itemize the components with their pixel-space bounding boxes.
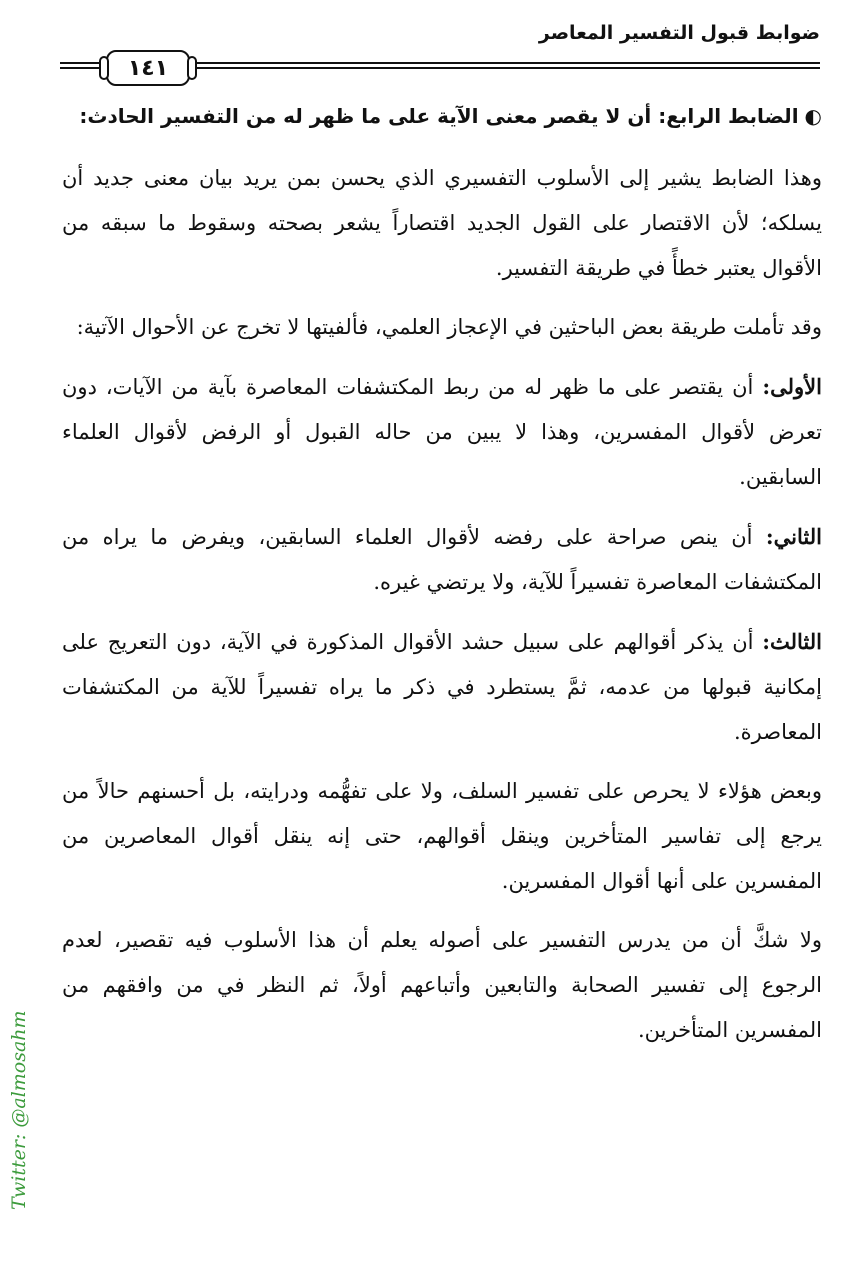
paragraph-5: [62, 619, 822, 755]
paragraph-text: وبعض هؤلاء لا يحرص على تفسير السلف، ولا على تفهُّمه ودرايته، بل أحسنهم حالاً من يرجع إلى تفاسير المتأخرين وينقل أقوالهم، حتى إنه ينقل أقوال المعاصرين من المفسرين على أنها أقوال المفسرين.: [62, 779, 822, 893]
paragraph-6: [62, 769, 822, 904]
page-header: [60, 22, 820, 81]
paragraph-text: وهذا الضابط يشير إلى الأسلوب التفسيري الذي يحسن بمن يريد بيان معنى جديد أن يسلكه؛ لأن الاقتصار على القول الجديد اقتصاراً يشعر بصحته وسقوط ما سبقه من الأقوال يعتبر خطأً في طريقة التفسير.: [62, 166, 822, 280]
paragraph-1: [62, 156, 822, 291]
main-text: [62, 96, 822, 1067]
paragraph-text: أن يقتصر على ما ظهر له من ربط المكتشفات المعاصرة بآية من الآيات، دون تعرض لأقوال المفسرين، وهذا لا يبين من حاله القبول أو الرفض لأقوال العلماء السابقين.: [62, 375, 822, 489]
watermark: Twitter: @almosahm: [8, 1010, 30, 1210]
paragraph-text: ولا شكَّ أن من يدرس التفسير على أصوله يعلم أن هذا الأسلوب فيه تقصير، لعدم الرجوع إلى تفسير الصحابة والتابعين وأتباعهم أولاً، ثم النظر في من وافقهم من المفسرين المتأخرين.: [62, 928, 822, 1042]
bullet-icon: ◐: [804, 104, 822, 128]
paragraph-3: [62, 364, 822, 500]
paragraph-4: [62, 514, 822, 605]
paragraph-text: أن يذكر أقوالهم على سبيل حشد الأقوال المذكورة في الآية، دون التعريج على إمكانية قبولها من عدمه، ثمَّ يستطرد في ذكر ما يراه تفسيراً للآية من المكتشفات المعاصرة.: [62, 630, 822, 744]
section-heading-text: الضابط الرابع: أن لا يقصر معنى الآية على ما ظهر له من التفسير الحادث:: [79, 104, 799, 128]
paragraph-7: [62, 918, 822, 1053]
page-number: ١٤١: [127, 55, 169, 81]
paragraph-lead: الثاني:: [765, 524, 822, 549]
paragraph-2: [62, 305, 822, 350]
running-title: ضوابط قبول التفسير المعاصر: [538, 22, 820, 44]
header-rule-right: [190, 62, 820, 69]
paragraph-lead: الأولى:: [762, 374, 822, 399]
paragraph-text: وقد تأملت طريقة بعض الباحثين في الإعجاز العلمي، فألفيتها لا تخرج عن الأحوال الآتية:: [76, 315, 822, 339]
paragraph-text: أن ينص صراحة على رفضه لأقوال العلماء السابقين، ويفرض ما يراه من المكتشفات المعاصرة تفسيراً للآية، ولا يرتضي غيره.: [62, 525, 822, 594]
page-number-frame: [106, 50, 190, 86]
header-rule-left: [60, 62, 102, 69]
paragraph-lead: الثالث:: [762, 629, 822, 654]
section-heading: [62, 96, 822, 136]
